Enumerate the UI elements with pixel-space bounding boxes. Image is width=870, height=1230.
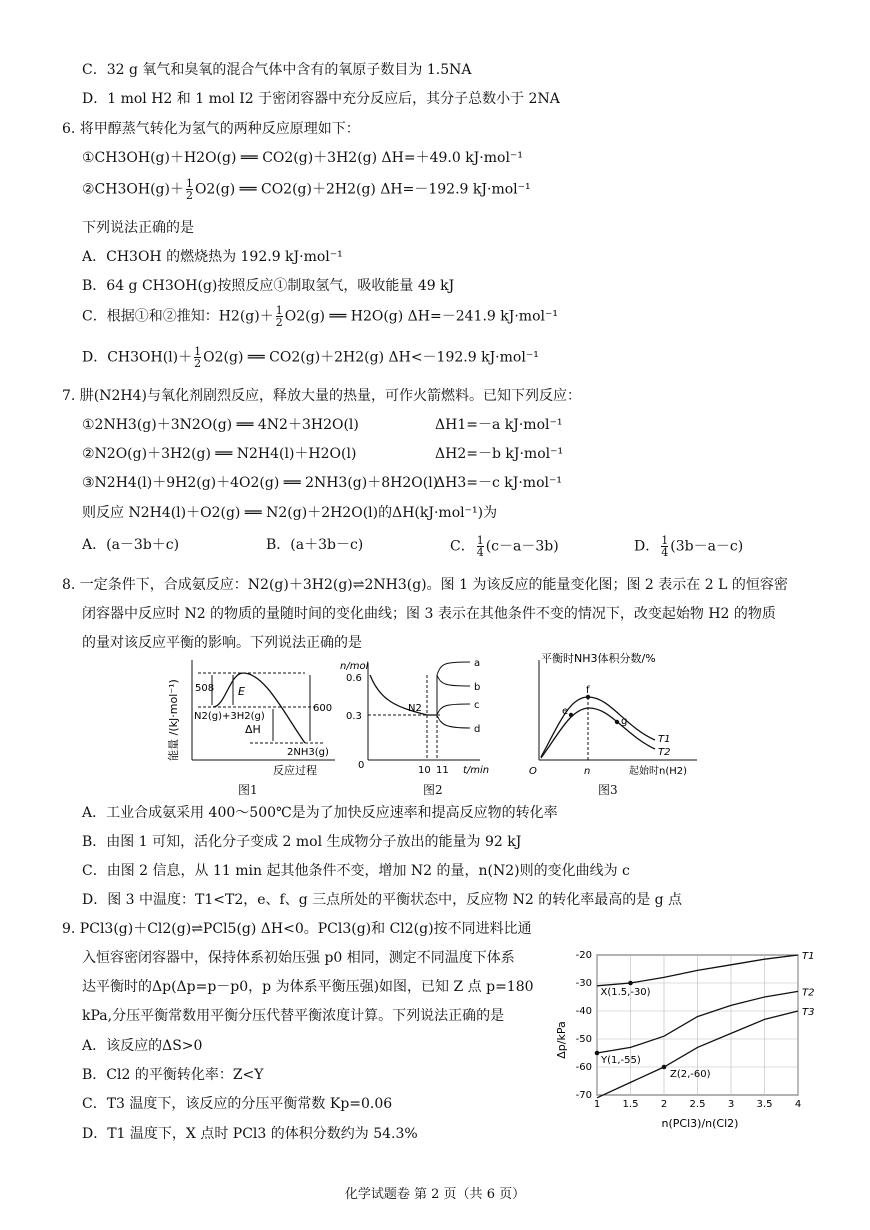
q6-option-c-left: C．根据①和②推知：H2(g)＋ [82, 308, 274, 325]
fig2-ylabel: n/mol [340, 661, 369, 672]
fig1-ylabel: 能量 /(kJ·mol⁻¹) [167, 679, 180, 761]
fraction [661, 535, 668, 558]
fig2-curve-b [437, 675, 470, 686]
q9-ticks [576, 950, 802, 1110]
q7-option-c [450, 535, 559, 558]
fig3-t2: T2 [658, 747, 671, 758]
q9-ylabel: Δp/kPa [555, 1021, 568, 1059]
q8-option-b: B．由图 1 可知，活化分子变成 2 mol 生成物分子放出的能量为 92 kJ [82, 834, 522, 850]
q9-xtick: 3 [727, 1099, 735, 1110]
frac-den: 2 [194, 357, 202, 370]
q7-option-c-prefix: C． [450, 538, 475, 555]
q9-stem-line-3: 达平衡时的Δp(Δp=p－p0，p 为体系平衡压强)如图，已知 Z 点 p=180 [82, 979, 534, 995]
fig3-ylabel: 平衡时NH3体积分数/% [541, 652, 656, 665]
q7-dh-1: ΔH1=－a kJ·mol⁻¹ [435, 417, 563, 433]
fraction [186, 178, 193, 201]
fig3-g: g [621, 716, 628, 727]
q9-stem-line-2: 入恒容密闭容器中，保持体系初始压强 p0 相同，测定不同温度下体系 [82, 950, 515, 966]
fig3-n: n [584, 766, 591, 777]
q9-chart-svg [555, 945, 820, 1150]
q9-xtick: 4 [794, 1099, 802, 1110]
q6-option-c-right: O2(g) ══ H2O(g) ΔH=－241.9 kJ·mol⁻¹ [284, 308, 558, 325]
q6-option-d [82, 346, 539, 369]
q9-xtick: 2.5 [689, 1099, 706, 1110]
frac-num: 1 [185, 177, 193, 190]
fig2-caption: 图2 [423, 783, 443, 797]
q6-option-a: A．CH3OH 的燃烧热为 192.9 kJ·mol⁻¹ [82, 249, 343, 265]
q9-point-label: X(1.5,-30) [600, 987, 651, 998]
fig2-tick-11: 11 [436, 765, 449, 776]
q7-reaction-3: ③N2H4(l)＋9H2(g)＋4O2(g) ══ 2NH3(g)＋8H2O(l) [82, 475, 439, 491]
q9-point [595, 1051, 600, 1056]
fig2-tick-03: 0.3 [346, 711, 362, 722]
fig1-600: 600 [313, 703, 333, 714]
fig3-caption: 图3 [598, 783, 618, 797]
frac-den: 4 [661, 546, 669, 559]
q7-reaction-1: ①2NH3(g)＋3N2O(g) ══ 4N2＋3H2O(l) [82, 417, 359, 433]
q7-option-d [634, 535, 743, 558]
fig2-n2-label: N2 [408, 703, 422, 714]
q6-option-b: B．64 g CH3OH(g)按照反应①制取氢气，吸收能量 49 kJ [82, 278, 455, 294]
fig3-curve-t1 [541, 697, 655, 757]
q9-xtick: 1.5 [622, 1099, 639, 1110]
q9-option-b: B．Cl2 的平衡转化率：Z<Y [82, 1067, 264, 1083]
fig3-curve-t2 [541, 708, 655, 758]
q6-option-d-left: D．CH3OH(l)＋ [82, 349, 193, 366]
figure-3-svg [525, 652, 705, 780]
q7-ask: 则反应 N2H4(l)＋O2(g) ══ N2(g)＋2H2O(l)的ΔH(kJ·mol⁻¹)为 [82, 505, 498, 521]
fraction [194, 346, 201, 369]
fig3-point-e [569, 713, 573, 717]
q9-stem-line-4: kPa,分压平衡常数用平衡分压代替平衡浓度计算。下列说法正确的是 [82, 1008, 505, 1024]
fig3-xlabel: 起始时n(H2) [629, 766, 688, 777]
fig2-a: a [474, 658, 481, 669]
fig1-reactants: N2(g)+3H2(g) [194, 711, 265, 722]
q9-label-t2: T2 [802, 987, 815, 999]
q9-option-d: D．T1 温度下，X 点时 PCl3 的体积分数约为 54.3% [82, 1126, 418, 1142]
fig2-curve-c [437, 704, 470, 715]
q9-ytick: -60 [575, 1062, 592, 1073]
fig2-curve-a [437, 662, 470, 675]
fraction [276, 305, 283, 328]
q8-stem-line-2: 闭容器中反应时 N2 的物质的量随时间的变化曲线；图 3 表示在其他条件不变的情况下，改变起始物 H2 的物质 [82, 606, 776, 622]
fig1-e: E [238, 685, 245, 698]
fig3-f: f [586, 685, 590, 696]
q9-option-c: C．T3 温度下，该反应的分压平衡常数 Kp=0.06 [82, 1096, 393, 1112]
fig2-tick-06: 0.6 [346, 673, 362, 684]
figure-1-svg [165, 655, 340, 780]
fig2-curve-d [437, 715, 470, 728]
q7-option-c-text: (c－a－3b) [485, 538, 559, 555]
q9-ytick: -30 [575, 978, 592, 989]
q9-point [628, 981, 633, 986]
frac-num: 1 [476, 534, 484, 547]
figure-3 [525, 652, 705, 780]
fig1-dh: ΔH [245, 723, 261, 736]
q7-reaction-2: ②N2O(g)＋3H2(g) ══ N2H4(l)＋H2O(l) [82, 446, 357, 462]
fraction [477, 535, 484, 558]
fig1-508: 508 [195, 683, 215, 694]
q9-xtick: 3.5 [756, 1099, 773, 1110]
q9-stem-line-1: 9. PCl3(g)＋Cl2(g)⇌PCl5(g) ΔH<0。PCl3(g)和 Cl2(g)按不同进料比通 [62, 921, 532, 937]
q9-ytick: -40 [575, 1006, 592, 1017]
q9-xtick: 2 [660, 1099, 668, 1110]
q8-stem-line-1: 8. 一定条件下，合成氨反应：N2(g)＋3H2(g)⇌2NH3(g)。图 1 为该反应的能量变化图；图 2 表示在 2 L 的恒容密 [62, 577, 788, 593]
q7-option-b: B．(a＋3b－c) [266, 537, 364, 553]
q9-point-label: Z(2,-60) [670, 1069, 711, 1080]
q7-option-d-prefix: D． [634, 538, 660, 555]
q6-reaction-2-right: O2(g) ══ CO2(g)＋2H2(g) ΔH=－192.9 kJ·mol⁻¹ [194, 181, 531, 198]
fig2-xlabel: t/min [463, 765, 490, 776]
q9-ytick: -20 [575, 950, 592, 961]
frac-den: 2 [185, 189, 193, 202]
q9-xtick: 1 [593, 1099, 601, 1110]
q8-stem-line-3: 的量对该反应平衡的影响。下列说法正确的是 [82, 635, 362, 651]
q9-points [595, 981, 711, 1080]
q9-label-t3: T3 [802, 1007, 815, 1018]
q9-option-a: A．该反应的ΔS>0 [82, 1038, 203, 1054]
q5-option-d: D．1 mol H2 和 1 mol I2 于密闭容器中充分反应后，其分子总数小于 2NA [82, 91, 560, 107]
q9-point-label: Y(1,-55) [601, 1055, 641, 1066]
fig2-tick-0: 0 [358, 760, 365, 771]
frac-num: 1 [275, 304, 283, 317]
q6-option-c [82, 305, 558, 328]
fig1-products: 2NH3(g) [287, 747, 329, 758]
q6-reaction-1: ①CH3OH(g)＋H2O(g) ══ CO2(g)＋3H2(g) ΔH=＋49.0 kJ·mol⁻¹ [82, 150, 523, 166]
q8-option-d: D．图 3 中温度：T1<T2，e、f、g 三点所处的平衡状态中，反应物 N2 的转化率最高的是 g 点 [82, 892, 683, 908]
figure-2-svg [340, 655, 505, 780]
fig2-d: d [474, 724, 481, 735]
q9-ytick: -50 [575, 1034, 592, 1045]
fig2-tick-10: 10 [418, 765, 431, 776]
q7-option-a: A．(a－3b＋c) [82, 537, 180, 553]
fig2-c: c [474, 700, 480, 711]
frac-num: 1 [661, 534, 669, 547]
frac-den: 4 [476, 546, 484, 559]
fig2-b: b [474, 682, 481, 693]
q6-reaction-2-left: ②CH3OH(g)＋ [82, 181, 184, 198]
fig1-caption: 图1 [238, 783, 258, 797]
q6-ask: 下列说法正确的是 [82, 220, 194, 236]
q9-xlabel: n(PCl3)/n(Cl2) [661, 1117, 739, 1130]
q6-stem: 6. 将甲醇蒸气转化为氢气的两种反应原理如下： [62, 121, 360, 137]
fig3-point-g [615, 720, 619, 724]
q9-point [662, 1065, 667, 1070]
q7-dh-2: ΔH2=－b kJ·mol⁻¹ [435, 446, 564, 462]
q9-chart [555, 945, 820, 1150]
fig3-e: e [562, 706, 569, 717]
q7-option-d-text: (3b－a－c) [670, 538, 744, 555]
q9-label-t1: T1 [802, 951, 815, 962]
q8-option-a: A．工业合成氨采用 400～500℃是为了加快反应速率和提高反应物的转化率 [82, 805, 558, 821]
q5-option-c: C．32 g 氧气和臭氧的混合气体中含有的氧原子数目为 1.5NA [82, 62, 472, 78]
q8-option-c: C．由图 2 信息，从 11 min 起其他条件不变，增加 N2 的量，n(N2)则的变化曲线为 c [82, 863, 630, 879]
figure-1 [165, 655, 340, 780]
q9-ytick: -70 [575, 1090, 592, 1101]
figure-2 [340, 655, 505, 780]
fig3-origin: O [529, 766, 537, 777]
page-footer: 化学试题卷 第 2 页（共 6 页） [344, 1187, 526, 1202]
frac-den: 2 [275, 316, 283, 329]
q7-dh-3: ΔH3=－c kJ·mol⁻¹ [435, 475, 562, 491]
fig1-xlabel: 反应过程 [273, 764, 317, 777]
frac-num: 1 [194, 345, 202, 358]
fig3-t1: T1 [658, 734, 671, 745]
q6-reaction-2 [82, 178, 531, 201]
q7-stem: 7. 肼(N2H4)与氧化剂剧烈反应，释放大量的热量，可作火箭燃料。已知下列反应： [62, 388, 582, 404]
q6-option-d-right: O2(g) ══ CO2(g)＋2H2(g) ΔH<－192.9 kJ·mol⁻¹ [203, 349, 539, 366]
